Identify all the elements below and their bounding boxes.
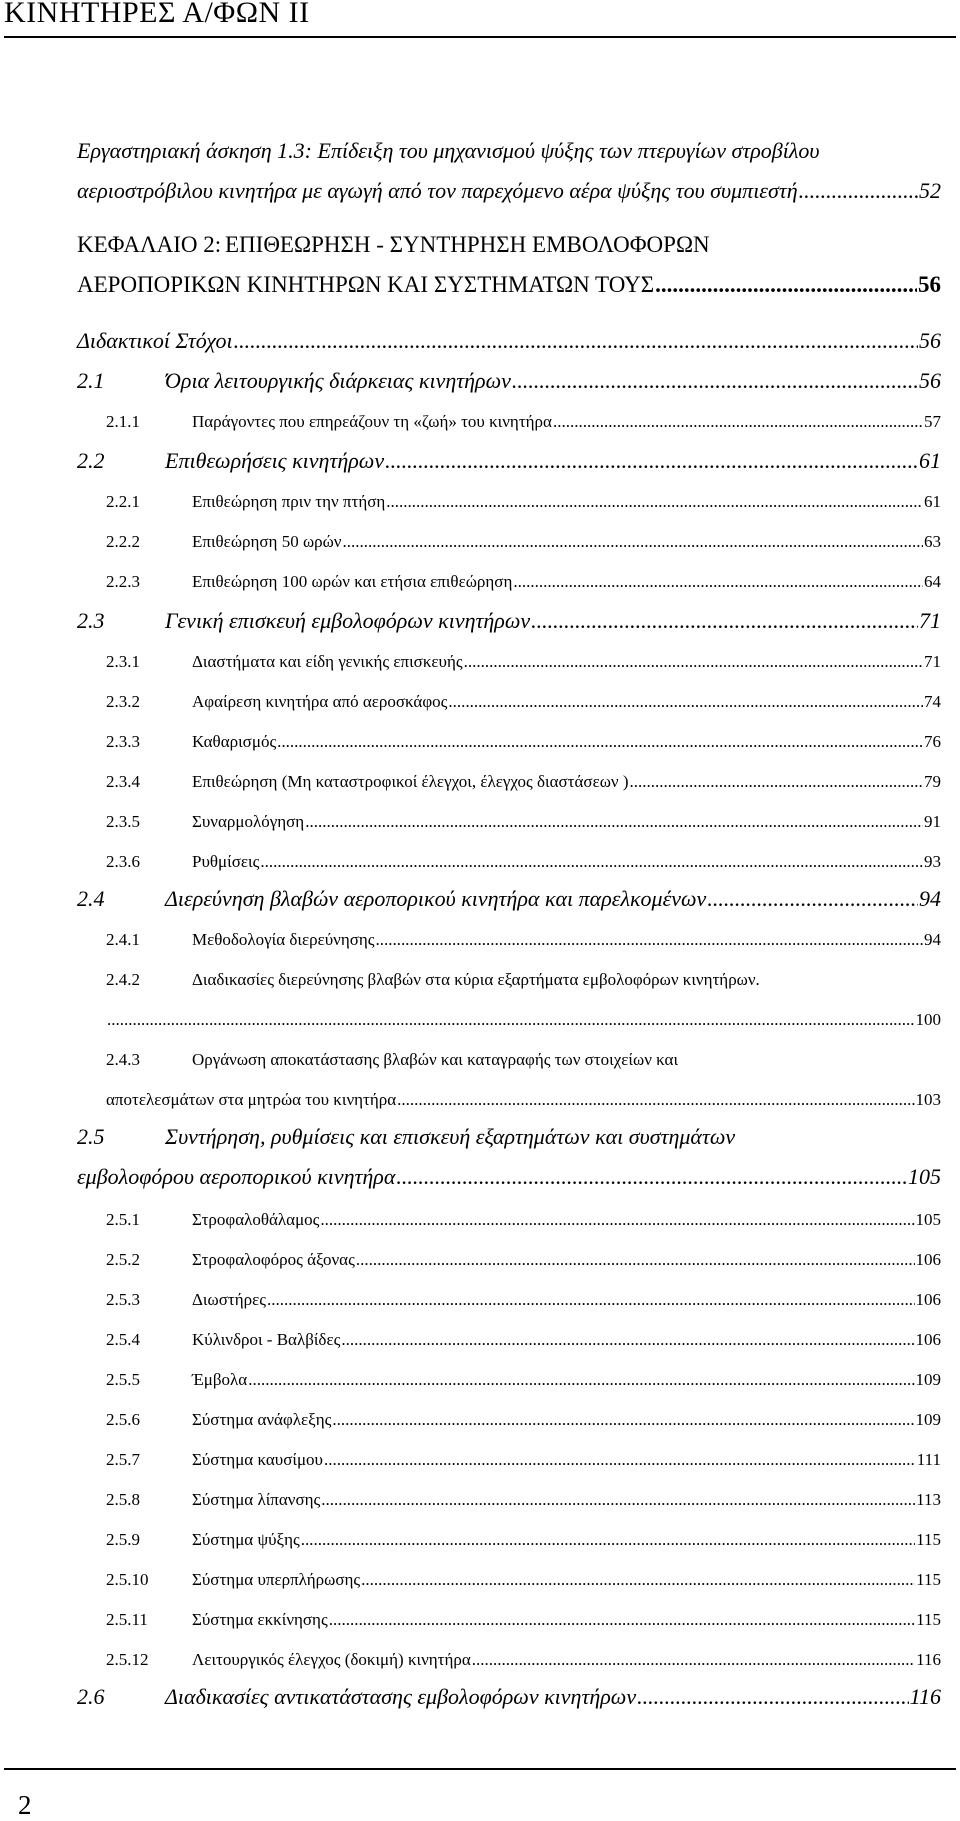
toc-entry[interactable]: [106, 1370, 941, 1390]
entry-number: 2.3.3: [106, 732, 140, 751]
toc-entry[interactable]: [106, 1530, 941, 1550]
leader-dots: [320, 1210, 914, 1230]
page-ref: 57: [924, 412, 941, 431]
leader-dots: [799, 178, 918, 204]
entry-title: Συναρμολόγηση: [192, 812, 305, 831]
entry-number: 2.5.10: [106, 1570, 149, 1589]
toc-entry-2-4-3-line2[interactable]: [106, 1090, 941, 1110]
page-ref: 116: [909, 1684, 941, 1709]
entry-title: Μεθοδολογία διερεύνησης: [192, 930, 375, 949]
entry-title: Οργάνωση αποκατάστασης βλαβών και καταγραφής των στοιχείων και: [192, 1050, 679, 1069]
entry-number: 2.4.3: [106, 1050, 140, 1069]
entry-title: Διερεύνηση βλαβών αεροπορικού κινητήρα και παρελκομένων: [165, 886, 707, 911]
leader-dots: [361, 1570, 915, 1590]
toc-entry[interactable]: [106, 1650, 941, 1670]
entry-number: 2.5.5: [106, 1370, 140, 1389]
toc-entry-2-4-2-line2[interactable]: [106, 1010, 941, 1030]
leader-dots: [107, 1010, 915, 1030]
entry-number: 2.3: [77, 608, 105, 633]
leader-dots: [260, 852, 923, 872]
entry-number: 2.5.1: [106, 1210, 140, 1229]
entry-number: 2.2.3: [106, 572, 140, 591]
toc-entry-lab-exercise[interactable]: [77, 178, 941, 204]
entry-title: Έμβολα: [192, 1370, 248, 1389]
toc-entry[interactable]: [106, 930, 941, 950]
page-ref: 74: [924, 692, 941, 711]
entry-number: 2.5.3: [106, 1290, 140, 1309]
toc-entry[interactable]: [77, 1684, 941, 1710]
leader-dots: [248, 1370, 914, 1390]
leader-dots: [356, 1250, 915, 1270]
leader-dots: [376, 930, 923, 950]
entry-number: 2.3.5: [106, 812, 140, 831]
document-header-title: ΚΙΝΗΤΗΡΕΣ Α/ΦΩΝ ΙΙ: [4, 0, 310, 29]
page-ref: 56: [918, 272, 941, 297]
toc-entry[interactable]: [106, 652, 941, 672]
toc-entry[interactable]: [106, 1290, 941, 1310]
page-ref: 105: [908, 1164, 941, 1189]
entry-number: 2.3.6: [106, 852, 140, 871]
page-ref: 94: [924, 930, 941, 949]
entry-number: 2.3.4: [106, 772, 140, 791]
entry-title: Παράγοντες που επηρεάζουν τη «ζωή» του κινητήρα: [192, 412, 552, 431]
leader-dots: [448, 692, 923, 712]
leader-dots: [385, 448, 918, 474]
page-ref: 63: [924, 532, 941, 551]
toc-entry[interactable]: [77, 448, 941, 474]
toc-entry[interactable]: [106, 1490, 941, 1510]
leader-dots: [324, 1450, 916, 1470]
page-ref: 91: [924, 812, 941, 831]
leader-dots: [343, 532, 924, 552]
leader-dots: [637, 1684, 909, 1710]
leader-dots: [553, 412, 923, 432]
page-ref: 94: [919, 886, 941, 911]
leader-dots: [305, 812, 923, 832]
page-ref: 111: [916, 1450, 941, 1469]
entry-title-continued: εμβολοφόρου αεροπορικού κινητήρα: [77, 1164, 396, 1189]
page-ref: 71: [919, 608, 941, 633]
toc-entry[interactable]: [106, 1250, 941, 1270]
leader-dots: [513, 572, 923, 592]
leader-dots: [655, 272, 917, 298]
entry-title: Διαδικασίες διερεύνησης βλαβών στα κύρια εξαρτήματα εμβολοφόρων κινητήρων.: [192, 970, 760, 989]
entry-number: 2.4.1: [106, 930, 140, 949]
leader-dots: [464, 652, 923, 672]
toc-entry[interactable]: [106, 532, 941, 552]
entry-title: Διωστήρες: [192, 1290, 266, 1309]
entry-title: Επιθεώρηση (Μη καταστροφικοί έλεγχοι, έλεγχος διαστάσεων ): [192, 772, 629, 791]
leader-dots: [396, 1164, 907, 1190]
entry-number: 2.3.2: [106, 692, 140, 711]
entry-title: Στροφαλοφόρος άξονας: [192, 1250, 355, 1269]
leader-dots: [512, 368, 918, 394]
toc-entry[interactable]: [106, 772, 941, 792]
footer-rule: [4, 1768, 956, 1770]
page-ref: 105: [915, 1210, 941, 1229]
entry-number: 2.4.2: [106, 970, 140, 989]
entry-number: 2.5.2: [106, 1250, 140, 1269]
lab-exercise-line1: Εργαστηριακή άσκηση 1.3: Επίδειξη του μηχανισμού ψύξης των πτερυγίων στροβίλου: [77, 138, 820, 163]
toc-entry[interactable]: [106, 492, 941, 512]
toc-entry[interactable]: [106, 812, 941, 832]
entry-title: Όρια λειτουργικής διάρκειας κινητήρων: [165, 368, 511, 393]
entry-number: 2.2.2: [106, 532, 140, 551]
entry-title: Στροφαλοθάλαμος: [192, 1210, 320, 1229]
page-ref: 56: [919, 328, 941, 353]
entry-number: 2.2.1: [106, 492, 140, 511]
toc-entry[interactable]: [106, 1570, 941, 1590]
toc-entry[interactable]: [106, 1410, 941, 1430]
leader-dots: [531, 608, 918, 634]
page-ref: 113: [916, 1490, 941, 1509]
entry-title: Λειτουργικός έλεγχος (δοκιμή) κινητήρα: [192, 1650, 471, 1669]
leader-dots: [321, 1490, 915, 1510]
toc-entry[interactable]: [106, 1210, 941, 1230]
page-ref: 76: [924, 732, 941, 751]
page-ref: 100: [915, 1010, 941, 1029]
toc-entry-2-4-2-line1[interactable]: [106, 970, 760, 990]
leader-dots: [472, 1650, 915, 1670]
toc-entry-2-5-line2[interactable]: [77, 1164, 941, 1190]
entry-number: 2.3.1: [106, 652, 140, 671]
entry-title: Επιθεωρήσεις κινητήρων: [165, 448, 385, 473]
entry-number: 2.6: [77, 1684, 105, 1709]
page-ref: 115: [916, 1530, 941, 1549]
toc-entry[interactable]: [77, 368, 941, 394]
page-ref: 106: [915, 1250, 941, 1269]
page-ref: 71: [924, 652, 941, 671]
page-ref: 103: [915, 1090, 941, 1109]
entry-number: 2.1.1: [106, 412, 140, 431]
entry-title: Επιθεώρηση 50 ωρών: [192, 532, 342, 551]
entry-title: Καθαρισμός: [192, 732, 277, 751]
toc-entry[interactable]: [106, 412, 941, 432]
page-ref: 56: [919, 368, 941, 393]
entry-title: Διδακτικοί Στόχοι: [77, 328, 233, 353]
page-ref: 79: [924, 772, 941, 791]
entry-number: 2.5.9: [106, 1530, 140, 1549]
entry-title: Σύστημα ψύξης: [192, 1530, 300, 1549]
entry-title: Αφαίρεση κινητήρα από αεροσκάφος: [192, 692, 448, 711]
toc-entry[interactable]: [106, 692, 941, 712]
page-ref: 106: [915, 1330, 941, 1349]
page-ref: 52: [919, 178, 941, 203]
entry-title: Συντήρηση, ρυθμίσεις και επισκευή εξαρτημάτων και συστημάτων: [165, 1124, 736, 1149]
leader-dots: [707, 886, 918, 912]
toc-entry[interactable]: [106, 1330, 941, 1350]
leader-dots: [332, 1410, 914, 1430]
toc-entry[interactable]: [106, 1450, 941, 1470]
entry-title-continued: αποτελεσμάτων στα μητρώα του κινητήρα: [106, 1090, 397, 1109]
page-ref: 106: [915, 1290, 941, 1309]
toc-entry[interactable]: [106, 572, 941, 592]
leader-dots: [630, 772, 924, 792]
entry-number: 2.5.6: [106, 1410, 140, 1429]
entry-title: Διαδικασίες αντικατάστασης εμβολοφόρων κινητήρων: [165, 1684, 637, 1709]
entry-number: 2.2: [77, 448, 105, 473]
toc-entry[interactable]: [106, 1610, 941, 1630]
entry-title: Γενική επισκευή εμβολοφόρων κινητήρων: [165, 608, 531, 633]
page-ref: 61: [924, 492, 941, 511]
leader-dots: [267, 1290, 915, 1310]
entry-number: 2.5.4: [106, 1330, 140, 1349]
entry-number: 2.5.11: [106, 1610, 148, 1629]
entry-number: 2.5.12: [106, 1650, 149, 1669]
page-number: 2: [18, 1790, 32, 1820]
entry-title: Επιθεώρηση 100 ωρών και ετήσια επιθεώρηση: [192, 572, 513, 591]
chapter-label: ΚΕΦΑΛΑΙΟ 2:: [77, 232, 222, 257]
toc-entry[interactable]: [106, 732, 941, 752]
entry-title: Σύστημα ανάφλεξης: [192, 1410, 332, 1429]
toc-entry-chapter[interactable]: [77, 272, 941, 298]
entry-number: 2.5: [77, 1124, 105, 1149]
leader-dots: [277, 732, 923, 752]
leader-dots: [386, 492, 923, 512]
leader-dots: [301, 1530, 915, 1550]
page-ref: 64: [924, 572, 941, 591]
toc-entry[interactable]: [77, 608, 941, 634]
leader-dots: [397, 1090, 914, 1110]
page-ref: 115: [916, 1610, 941, 1629]
leader-dots: [329, 1610, 915, 1630]
page-ref: 93: [924, 852, 941, 871]
entry-number: 2.1: [77, 368, 105, 393]
entry-title: Σύστημα καυσίμου: [192, 1450, 323, 1469]
entry-number: 2.4: [77, 886, 105, 911]
entry-title: Σύστημα εκκίνησης: [192, 1610, 328, 1629]
page-ref: 115: [916, 1570, 941, 1589]
entry-title: Επιθεώρηση πριν την πτήση: [192, 492, 386, 511]
page-ref: 116: [916, 1650, 941, 1669]
page-ref: 61: [919, 448, 941, 473]
entry-number: 2.5.8: [106, 1490, 140, 1509]
entry-title: Σύστημα λίπανσης: [192, 1490, 321, 1509]
page-ref: 109: [915, 1410, 941, 1429]
entry-title: Κύλινδροι - Βαλβίδες: [192, 1330, 341, 1349]
toc-entry[interactable]: [106, 852, 941, 872]
toc-entry-2-5-line1[interactable]: [77, 1124, 735, 1150]
entry-title: Διαστήματα και είδη γενικής επισκευής: [192, 652, 463, 671]
toc-entry[interactable]: [77, 328, 941, 354]
toc-entry[interactable]: [77, 886, 941, 912]
toc-entry-2-4-3-line1[interactable]: [106, 1050, 678, 1070]
leader-dots: [341, 1330, 914, 1350]
chapter-title-line2: ΑΕΡΟΠΟΡΙΚΩΝ ΚΙΝΗΤΗΡΩΝ ΚΑΙ ΣΥΣΤΗΜΑΤΩΝ ΤΟΥΣ: [77, 272, 655, 297]
chapter-title-line1: ΕΠΙΘΕΩΡΗΣΗ - ΣΥΝΤΗΡΗΣΗ ΕΜΒΟΛΟΦΟΡΩΝ: [225, 232, 710, 257]
entry-title: Σύστημα υπερπλήρωσης: [192, 1570, 361, 1589]
lab-exercise-line2: αεριοστρόβιλου κινητήρα με αγωγή από τον παρεχόμενο αέρα ψύξης του συμπιεστή: [77, 178, 798, 203]
page-ref: 109: [915, 1370, 941, 1389]
entry-number: 2.5.7: [106, 1450, 140, 1469]
entry-title: Ρυθμίσεις: [192, 852, 260, 871]
leader-dots: [234, 328, 918, 354]
